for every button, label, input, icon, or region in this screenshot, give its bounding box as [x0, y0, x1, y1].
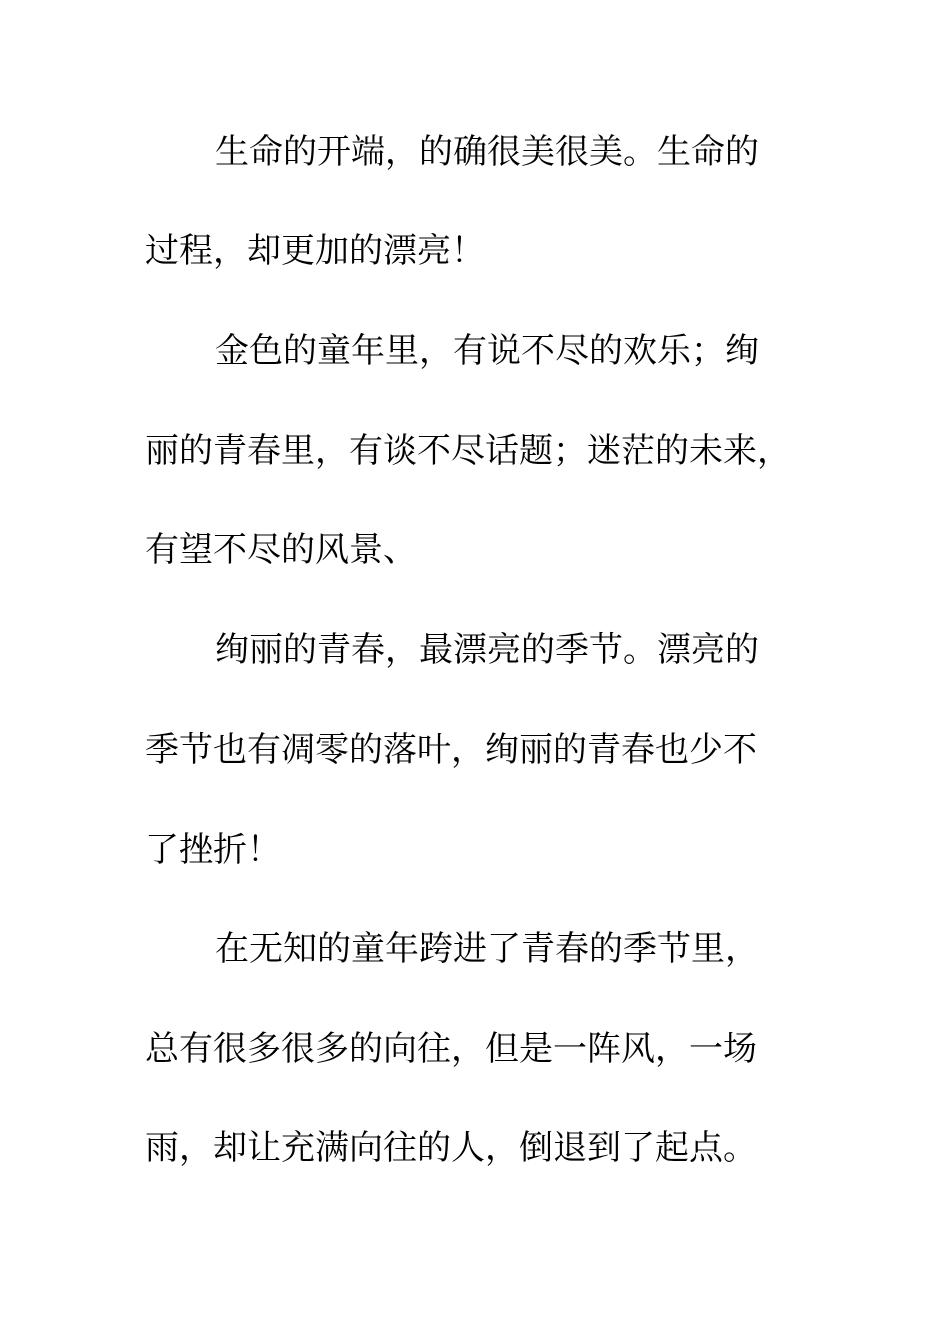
paragraph-2-line-1: 金色的童年里，有说不尽的欢乐；绚 — [215, 331, 759, 371]
paragraph-4-line-3: 雨，却让充满向往的人，倒退到了起点。 — [145, 1128, 757, 1168]
paragraph-2-line-2: 丽的青春里，有谈不尽话题；迷茫的未来， — [145, 431, 791, 471]
paragraph-4-line-2: 总有很多很多的向往，但是一阵风，一场 — [145, 1029, 757, 1069]
paragraph-2-line-3: 有望不尽的风景、 — [145, 530, 417, 570]
paragraph-4-line-1: 在无知的童年跨进了青春的季节里， — [215, 929, 759, 969]
paragraph-3-line-2: 季节也有凋零的落叶，绚丽的青春也少不 — [145, 730, 757, 770]
paragraph-3-line-1: 绚丽的青春，最漂亮的季节。漂亮的 — [215, 630, 759, 670]
paragraph-1-line-2: 过程，却更加的漂亮！ — [145, 231, 485, 271]
paragraph-3-line-3: 了挫折！ — [145, 830, 281, 870]
paragraph-1-line-1: 生命的开端，的确很美很美。生命的 — [215, 132, 759, 172]
